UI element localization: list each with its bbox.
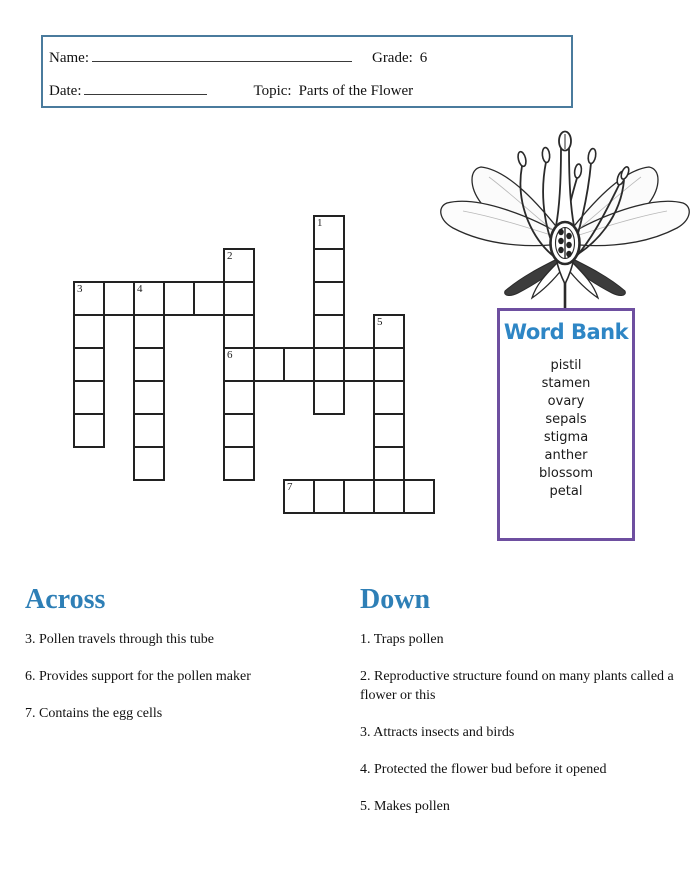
down-clue-list <box>360 630 698 816</box>
crossword-cell[interactable] <box>313 380 345 415</box>
across-clue-list <box>25 630 347 723</box>
across-section <box>25 584 347 741</box>
crossword-cell[interactable] <box>223 380 255 415</box>
clue-item <box>360 630 698 649</box>
crossword-cell[interactable] <box>313 248 345 283</box>
word-bank-word: stamen <box>541 376 591 391</box>
crossword-cell[interactable] <box>133 314 165 349</box>
crossword-cell[interactable] <box>313 347 345 382</box>
clue-text: Traps pollen <box>373 632 444 647</box>
crossword-cell[interactable] <box>133 281 165 316</box>
crossword-cell[interactable] <box>373 347 405 382</box>
clue-text: Provides support for the pollen maker <box>39 669 251 684</box>
crossword-cell[interactable] <box>73 281 105 316</box>
clue-number: 1. <box>360 632 374 647</box>
crossword-cell-number: 4 <box>137 283 143 295</box>
crossword-cell[interactable] <box>373 380 405 415</box>
crossword-cell[interactable] <box>283 347 315 382</box>
flower-cross-section-illustration-icon <box>433 125 698 310</box>
clue-item <box>25 667 347 686</box>
word-bank-title: Word Bank <box>503 320 629 344</box>
crossword-cell[interactable] <box>223 314 255 349</box>
clue-item <box>25 630 347 649</box>
word-bank-word: petal <box>549 484 583 499</box>
crossword-cell[interactable] <box>373 446 405 481</box>
crossword-cell[interactable] <box>133 380 165 415</box>
name-label: Name: <box>49 50 89 66</box>
crossword-cell[interactable] <box>73 413 105 448</box>
crossword-cell[interactable] <box>313 215 345 250</box>
crossword-cell[interactable] <box>373 479 405 514</box>
grade-label: Grade: <box>371 50 413 66</box>
header-row-2 <box>49 82 565 100</box>
crossword-cell[interactable] <box>223 248 255 283</box>
clue-number: 3. <box>360 725 374 740</box>
grade-group <box>372 50 427 67</box>
crossword-cell[interactable] <box>223 413 255 448</box>
word-bank-list <box>500 357 632 501</box>
topic-label: Topic: <box>253 83 292 99</box>
clue-item <box>360 723 698 742</box>
header-box <box>41 35 573 108</box>
clue-number: 7. <box>25 706 39 721</box>
crossword-cell[interactable] <box>373 314 405 349</box>
grade-value: 6 <box>419 50 428 66</box>
date-blank-field[interactable] <box>84 82 207 95</box>
crossword-cell[interactable] <box>133 347 165 382</box>
crossword-cell[interactable] <box>103 281 135 316</box>
clue-number: 3. <box>25 632 39 647</box>
date-label: Date: <box>49 83 82 99</box>
topic-group <box>253 83 413 100</box>
word-bank-word: sepals <box>545 412 587 427</box>
clue-item <box>360 667 698 705</box>
crossword-cell[interactable] <box>73 380 105 415</box>
down-section <box>360 584 698 834</box>
clue-number: 6. <box>25 669 39 684</box>
crossword-cell[interactable] <box>73 347 105 382</box>
header-row-1 <box>49 49 565 67</box>
name-blank-field[interactable] <box>92 49 352 62</box>
clue-number: 4. <box>360 762 374 777</box>
word-bank-word: anther <box>544 448 588 463</box>
word-bank-word: pistil <box>550 358 582 373</box>
crossword-cell[interactable] <box>343 347 375 382</box>
clue-text: Contains the egg cells <box>39 706 163 721</box>
crossword-cell[interactable] <box>73 314 105 349</box>
clue-number: 5. <box>360 799 374 814</box>
crossword-cell[interactable] <box>133 446 165 481</box>
clue-item <box>360 760 698 779</box>
crossword-cell[interactable] <box>343 479 375 514</box>
crossword-grid <box>73 215 435 514</box>
crossword-cell-number: 3 <box>77 283 83 295</box>
clue-text: Pollen travels through this tube <box>39 632 214 647</box>
clue-text: Protected the flower bud before it opened <box>374 762 607 777</box>
crossword-cell[interactable] <box>163 281 195 316</box>
clue-text: Attracts insects and birds <box>373 725 515 740</box>
clue-text: Reproductive structure found on many plants called a flower or this <box>360 669 674 703</box>
word-bank-box <box>497 308 635 541</box>
crossword-cell-number: 2 <box>227 250 233 262</box>
crossword-cell[interactable] <box>223 446 255 481</box>
crossword-cell[interactable] <box>223 281 255 316</box>
word-bank-word: blossom <box>539 466 593 481</box>
word-bank-word: stigma <box>543 430 589 445</box>
across-heading: Across <box>25 584 106 615</box>
clue-item <box>25 704 347 723</box>
crossword-cell[interactable] <box>403 479 435 514</box>
clue-number: 2. <box>360 669 374 684</box>
crossword-cell[interactable] <box>223 347 255 382</box>
clue-item <box>360 797 698 816</box>
topic-value: Parts of the Flower <box>298 83 414 99</box>
crossword-cell[interactable] <box>253 347 285 382</box>
crossword-cell[interactable] <box>133 413 165 448</box>
crossword-cell[interactable] <box>283 479 315 514</box>
down-heading: Down <box>360 584 431 615</box>
crossword-cell[interactable] <box>313 281 345 316</box>
crossword-cell-number: 7 <box>287 481 293 493</box>
crossword-cell-number: 6 <box>227 349 233 361</box>
crossword-cell[interactable] <box>313 314 345 349</box>
clue-text: Makes pollen <box>374 799 450 814</box>
crossword-cell[interactable] <box>373 413 405 448</box>
crossword-cell[interactable] <box>313 479 345 514</box>
crossword-cell-number: 1 <box>317 217 323 229</box>
crossword-cell-number: 5 <box>377 316 383 328</box>
crossword-cell[interactable] <box>193 281 225 316</box>
word-bank-word: ovary <box>547 394 585 409</box>
